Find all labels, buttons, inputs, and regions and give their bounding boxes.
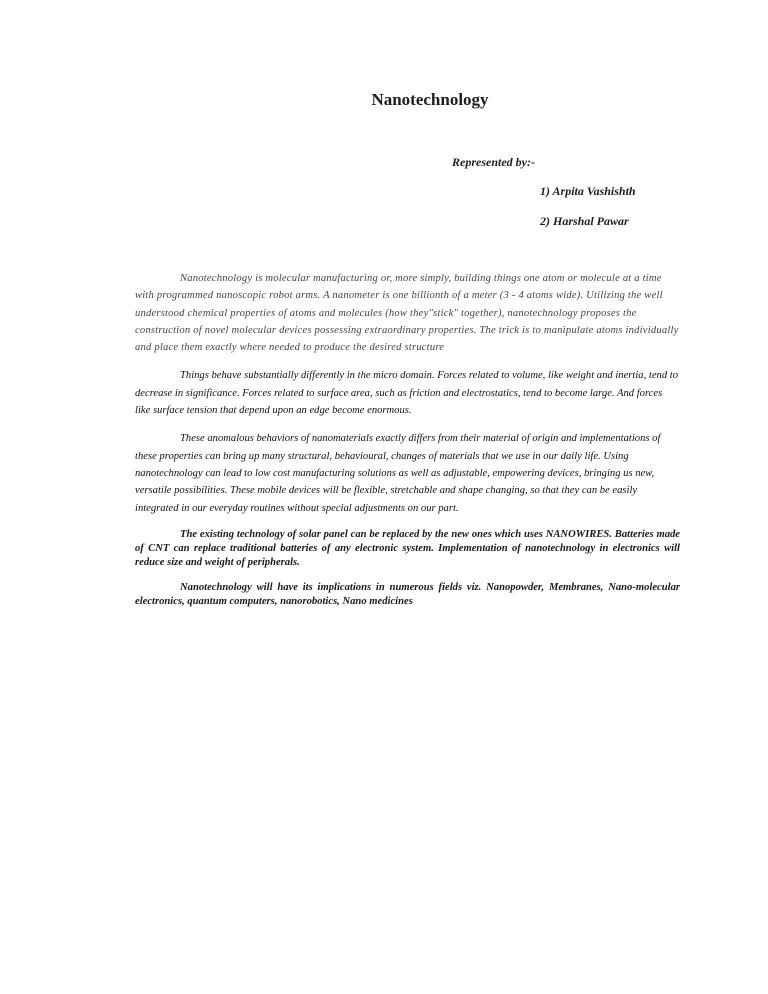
paragraph-anomalous-behaviors: These anomalous behaviors of nanomaterials exactly differs from their material of origin and implementations of these properties can bring up many structural, behavioural, changes of materials that we use in our daily life. Using nanotechnology can lead to low cost manufacturing solutions as well as adjustable, empowering devices, bringing us new, versatile possibilities. These mobile devices will be flexible, stretchable and shape changing, so that they can be easily integrated in our everyday routines without special adjustments on our part. — [135, 433, 661, 514]
document-body — [135, 270, 680, 620]
author-1: 1) Arpita Vashishth — [540, 184, 636, 198]
author-2: 2) Harshal Pawar — [540, 214, 629, 228]
represented-by-label: Represented by:- — [452, 155, 535, 169]
paragraph-intro: Nanotechnology is molecular manufacturing or, more simply, building things one atom or molecule at a time with programmed nanoscopic robot arms. A nanometer is one billionth of a meter (3 - 4 atoms wide). Utilizing the well understood chemical properties of atoms and molecules (how they"stick" together), nanotechnology proposes the construction of novel molecular devices possessing extraordinary properties. The trick is to manipulate atoms individually and place them exactly where needed to produce the desired structure — [135, 273, 679, 354]
paragraph-micro-domain: Things behave substantially differently in the micro domain. Forces related to volume, like weight and inertia, tend to decrease in significance. Forces related to surface area, such as friction and electrostatics, tend to become large. And forces like surface tension that depend upon an edge become enormous. — [135, 370, 679, 417]
document-title: Nanotechnology — [371, 90, 489, 109]
paragraph-implications: Nanotechnology will have its implications in numerous fields viz. Nanopowder, Membranes, Nano-molecular electronics, quantum computers, nanorobotics, Nano medicines — [135, 581, 680, 607]
paragraph-solar-panel: The existing technology of solar panel can be replaced by the new ones which uses NANOWIRES. Batteries made of CNT can replace traditional batteries of any electronic system. Implementation of nanotechnology in electronics will reduce size and weight of peripherals. — [135, 528, 680, 568]
